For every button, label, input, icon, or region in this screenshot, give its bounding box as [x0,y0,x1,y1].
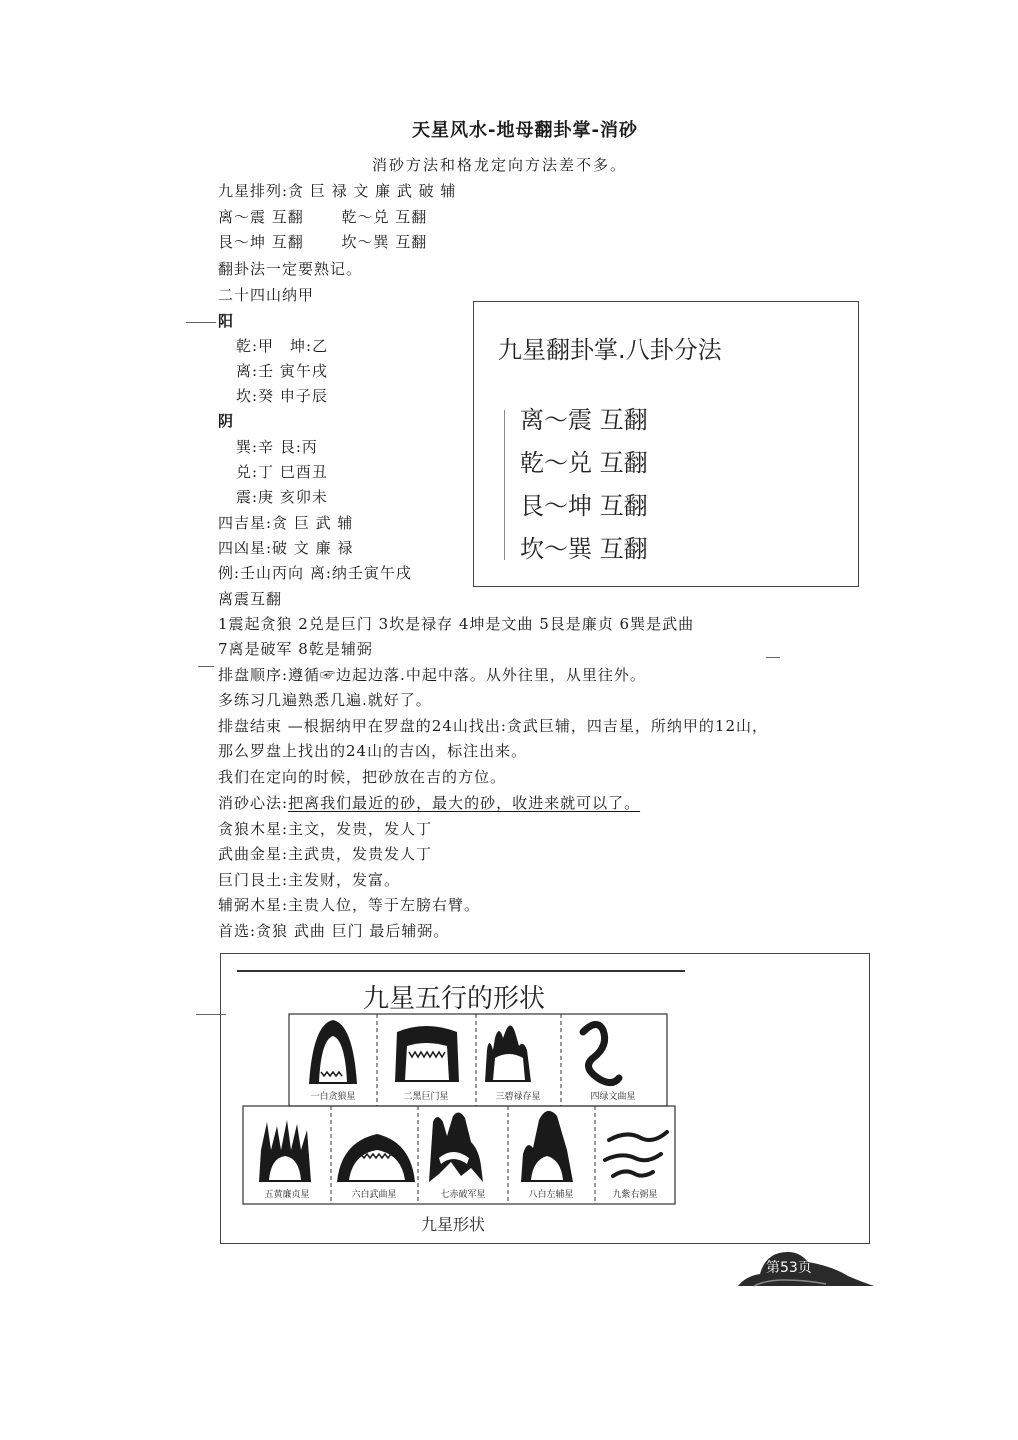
cell-label: 二黑巨门星 [403,1092,449,1102]
zuofu-shape-icon [521,1111,573,1182]
nine-star-shapes-box [220,953,870,1244]
flip-pair: 离～震 互翻 [520,406,648,434]
scan-mark [198,666,214,667]
text-line: 例:壬山丙向 离:纳壬寅午戌 [218,564,412,582]
cell-label: 三碧禄存星 [495,1092,541,1102]
text-line: 我们在定向的时候，把砂放在吉的方位。 [218,768,507,786]
page-title: 天星风水-地母翻卦掌-消砂 [412,120,638,141]
text-line: 排盘结束 —根据纳甲在罗盘的24山找出:贪武巨辅，四吉星，所纳甲的12山， [218,717,768,735]
wenqu-shape-icon [583,1024,619,1082]
text-line: 兑:丁 巳酉丑 [236,463,328,481]
text-line: 巽:辛 艮:丙 [236,438,318,456]
text-line: 阴 [218,412,235,430]
cell-label: 七赤破军星 [440,1190,486,1200]
cell-label: 一白贪狼星 [310,1092,356,1102]
text-line: 四吉星:贪 巨 武 辅 [218,514,354,532]
text-line: 坎:癸 申子辰 [236,387,328,405]
text-line: 排盘顺序:遵循☞边起边落.中起中落。从外往里，从里往外。 [218,666,646,684]
text-line: 离～震 互翻 乾～兑 互翻 [218,208,428,226]
flip-pair: 艮～坤 互翻 [520,492,648,520]
flip-pair: 坎～巽 互翻 [520,535,648,563]
subtitle: 消砂方法和格龙定向方法差不多。 [372,156,628,174]
shapes-title: 九星五行的形状 [363,984,546,1014]
cell-label: 九紫右弼星 [612,1190,658,1200]
text-line: 乾:甲 坤:乙 [236,337,329,355]
text-line: 武曲金星:主武贵，发贵发人丁 [218,845,433,863]
bracket-line [504,410,505,560]
text-line: 四凶星:破 文 廉 禄 [218,539,354,557]
text-line: 7离是破军 8乾是辅弼 [218,640,373,658]
text-line: 离:壬 寅午戌 [236,362,328,380]
cell-label: 五黄廉贞星 [264,1190,310,1200]
flip-palm-title: 九星翻卦掌.八卦分法 [498,336,722,364]
text-line: 九星排列:贪 巨 禄 文 廉 武 破 辅 [218,182,457,200]
text-line: 1震起贪狼 2兑是巨门 3坎是禄存 4坤是文曲 5艮是廉贞 6巽是武曲 [218,615,695,633]
text-line: 那么罗盘上找出的24山的吉凶，标注出来。 [218,742,528,760]
cell-label: 六白武曲星 [351,1190,397,1200]
text-line [218,792,640,813]
jumen-shape-icon [395,1026,459,1082]
text-line: 艮～坤 互翻 坎～巽 互翻 [218,233,428,251]
tanlang-shape-icon [309,1020,357,1084]
flip-palm-box [473,301,859,587]
page-number: 第53页 [766,1260,812,1276]
text-line: 贪狼木星:主文，发贵，发人丁 [218,820,433,838]
text-line: 阳 [218,312,235,330]
text-line: 多练习几遍熟悉几遍.就好了。 [218,691,432,709]
scan-mark [766,657,780,658]
text-line: 震:庚 亥卯未 [236,488,328,506]
text-line: 翻卦法一定要熟记。 [218,260,363,278]
lucun-shape-icon [485,1025,531,1082]
xiaosha-label: 消砂心法: [218,794,289,812]
text-line: 离震互翻 [218,590,283,608]
wuqu-shape-icon [337,1134,415,1182]
shapes-diagram [221,954,871,1245]
flip-pair: 乾～兑 互翻 [520,449,648,477]
text-line: 巨门艮土:主发财，发富。 [218,871,401,889]
lianzhen-shape-icon [259,1120,311,1182]
pojun-shape-icon [429,1112,483,1182]
shapes-caption: 九星形状 [421,1215,486,1234]
scan-mark [186,322,216,323]
cell-label: 八白左辅星 [528,1190,574,1200]
cell-label: 四绿文曲星 [590,1092,636,1102]
text-line: 辅弼木星:主贵人位，等于左膀右臂。 [218,896,481,914]
xiaosha-text: 把离我们最近的砂，最大的砂，收进来就可以了。 [288,794,641,812]
text-line: 二十四山纳甲 [218,286,315,304]
youbi-shape-icon [605,1132,667,1176]
text-line: 首选:贪狼 武曲 巨门 最后辅弼。 [218,922,450,940]
